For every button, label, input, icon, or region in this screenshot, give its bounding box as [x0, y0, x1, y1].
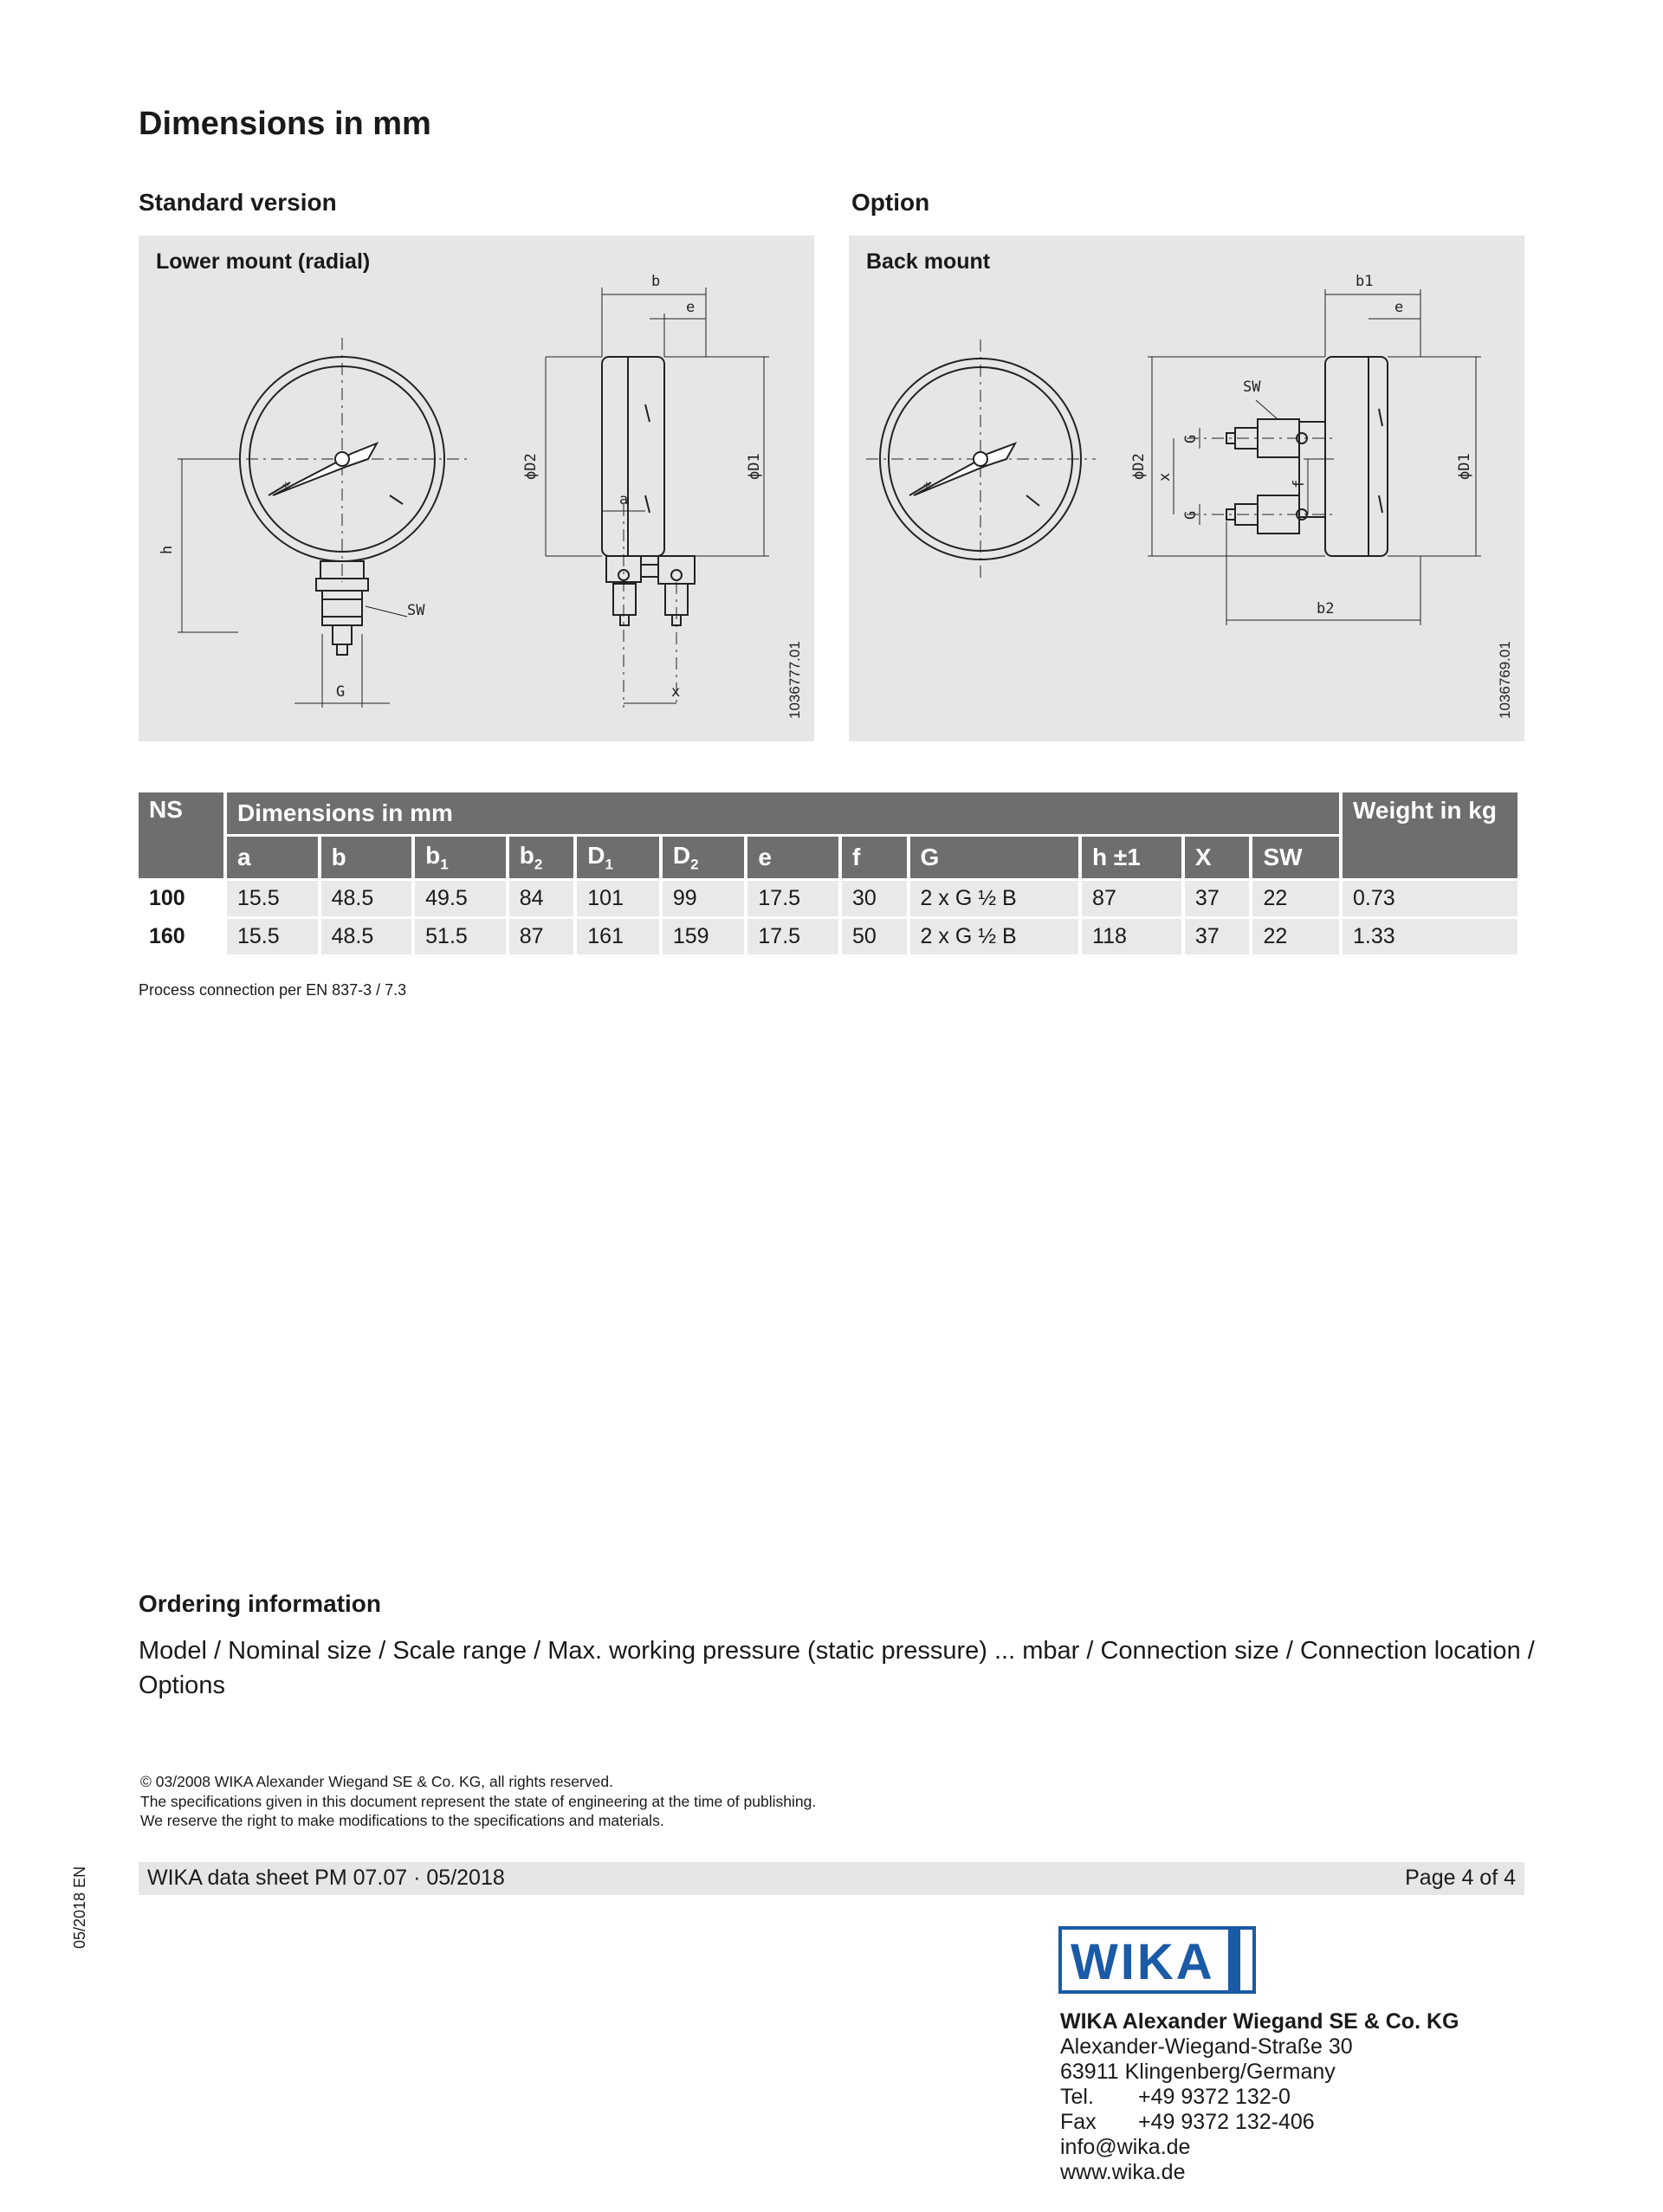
tel-label: Tel. — [1060, 2085, 1094, 2109]
table-cell: 15.5 — [227, 919, 318, 954]
table-cell: 17.5 — [747, 919, 838, 954]
column-header: $b_2$ — [509, 837, 574, 878]
table-cell: 37 — [1185, 881, 1250, 916]
tel-number: +49 9372 132-0 — [1138, 2085, 1291, 2109]
process-connection-note: Process connection per EN 837-3 / 7.3 — [139, 981, 407, 999]
opt-dim-d1-label: ϕD1 — [1456, 453, 1473, 480]
table-cell: 51.5 — [415, 919, 506, 954]
opt-dim-sw-label: SW — [1243, 378, 1261, 396]
column-header: X — [1185, 837, 1250, 878]
page-number: Page 4 of 4 — [1405, 1866, 1516, 1890]
wika-logo — [1058, 1926, 1256, 1994]
datasheet-id: WIKA data sheet PM 07.07 · 05/2018 — [147, 1866, 505, 1890]
table-row — [139, 881, 1517, 916]
dim-d2-label: ϕD2 — [522, 453, 540, 480]
option-drawing-panel — [849, 236, 1524, 741]
spec-note-line: The specifications given in this document represent the state of engineering at the time of publishing. — [140, 1792, 817, 1810]
table-cell: 87 — [1082, 881, 1181, 916]
table-cell: 49.5 — [415, 881, 506, 916]
svg-text:+: + — [282, 479, 289, 492]
dimensions-group-header: Dimensions in mm — [227, 792, 1339, 834]
column-header: a — [227, 837, 318, 878]
standard-version-heading: Standard version — [139, 189, 337, 216]
dim-d1-label: ϕD1 — [746, 453, 763, 480]
modification-note-line: We reserve the right to make modifications to the specifications and materials. — [140, 1812, 664, 1829]
weight-cell: 1.33 — [1343, 919, 1517, 954]
table-cell: 30 — [842, 881, 907, 916]
email-link[interactable]: info@wika.de — [1060, 2135, 1191, 2159]
dim-sw-label: SW — [407, 602, 425, 619]
column-header: G — [910, 837, 1079, 878]
table-cell: 50 — [842, 919, 907, 954]
copyright-line: © 03/2008 WIKA Alexander Wiegand SE & Co. KG, all rights reserved. — [140, 1773, 613, 1790]
table-cell: 22 — [1252, 881, 1339, 916]
back-mount-label: Back mount — [866, 249, 991, 274]
table-cell: 48.5 — [321, 919, 412, 954]
table-cell: 48.5 — [321, 881, 412, 916]
table-cell: 17.5 — [747, 881, 838, 916]
table-cell: 161 — [577, 919, 659, 954]
ns-cell: 100 — [139, 881, 223, 916]
ordering-text: Model / Nominal size / Scale range / Max. working pressure (static pressure) ... mbar / Connection size / Connection location / Options — [139, 1637, 1535, 1699]
column-header: e — [747, 837, 838, 878]
column-header: f — [842, 837, 907, 878]
weight-header: Weight in kg — [1343, 792, 1517, 878]
standard-drawing-id: 1036777.01 — [786, 641, 803, 719]
opt-dim-d2-label: ϕD2 — [1130, 453, 1148, 480]
opt-dim-b1-label: b1 — [1356, 273, 1374, 290]
lower-mount-label: Lower mount (radial) — [156, 249, 371, 274]
table-cell: 2 x G ½ B — [910, 881, 1079, 916]
table-cell: 84 — [509, 881, 574, 916]
table-cell: 101 — [577, 881, 659, 916]
street: Alexander-Wiegand-Straße 30 — [1060, 2034, 1353, 2059]
svg-text:WIKA: WIKA — [1071, 1934, 1215, 1990]
lower-mount-drawing — [139, 236, 814, 741]
table-cell: 87 — [509, 919, 574, 954]
table-cell: 159 — [663, 919, 745, 954]
ns-header: NS — [139, 792, 223, 878]
table-cell: 22 — [1252, 919, 1339, 954]
table-cell: 37 — [1185, 919, 1250, 954]
company-name: WIKA Alexander Wiegand SE & Co. KG — [1060, 2009, 1459, 2034]
copyright-block — [140, 1772, 816, 1831]
company-address — [1060, 2009, 1459, 2185]
table-cell: 118 — [1082, 919, 1181, 954]
opt-dim-f-label: f — [1291, 479, 1308, 488]
opt-dim-x-label: x — [1156, 472, 1174, 482]
column-header: $D_2$ — [663, 837, 745, 878]
opt-dim-b2-label: b2 — [1317, 600, 1335, 618]
website-link[interactable]: www.wika.de — [1060, 2160, 1186, 2184]
option-drawing-id: 1036769.01 — [1497, 641, 1513, 719]
dim-e-label: e — [686, 299, 696, 316]
opt-dim-g1-label: G — [1182, 434, 1200, 443]
weight-cell: 0.73 — [1343, 881, 1517, 916]
city: 63911 Klingenberg/Germany — [1060, 2060, 1336, 2084]
dim-g-label: G — [336, 683, 346, 701]
fax-number: +49 9372 132-406 — [1138, 2110, 1315, 2134]
dim-h-label: h — [159, 545, 176, 554]
table-cell: 99 — [663, 881, 745, 916]
column-header: SW — [1252, 837, 1339, 878]
dim-b-label: b — [651, 273, 661, 290]
svg-text:+: + — [923, 479, 930, 492]
column-header: h ±1 — [1082, 837, 1181, 878]
column-header: $b_1$ — [415, 837, 506, 878]
ns-cell: 160 — [139, 919, 223, 954]
dim-a-label: a — [619, 491, 629, 508]
opt-dim-e-label: e — [1394, 299, 1404, 316]
opt-dim-g2-label: G — [1182, 510, 1200, 520]
dimensions-table — [135, 790, 1521, 957]
table-row — [139, 919, 1517, 954]
dim-x-label: x — [671, 683, 681, 701]
table-cell: 15.5 — [227, 881, 318, 916]
back-mount-drawing — [849, 236, 1524, 741]
column-header: b — [321, 837, 412, 878]
standard-drawing-panel — [139, 236, 814, 741]
table-cell: 2 x G ½ B — [910, 919, 1079, 954]
footer-bar — [139, 1862, 1524, 1895]
option-heading: Option — [851, 189, 930, 216]
page-title: Dimensions in mm — [139, 106, 431, 142]
ordering-title: Ordering information — [139, 1590, 381, 1617]
column-header: $D_1$ — [577, 837, 659, 878]
side-date: 05/2018 EN — [71, 1866, 88, 1949]
fax-label: Fax — [1060, 2110, 1097, 2134]
